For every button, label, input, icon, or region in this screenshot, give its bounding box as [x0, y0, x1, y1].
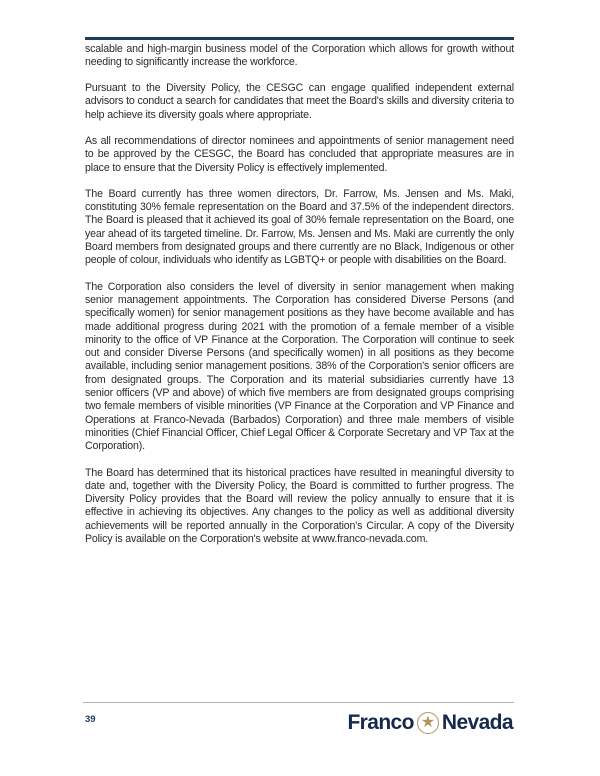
body-paragraph: scalable and high-margin business model of the Corporation which allows for growth without needing to significantly increase the workforce.	[85, 42, 514, 68]
body-paragraph: Pursuant to the Diversity Policy, the CESGC can engage qualified independent external advisors to conduct a search for candidates that meet the Board's skills and diversity criteria to help achieve its diversity goals where appropriate.	[85, 82, 514, 121]
logo-nevada-text: Nevada	[441, 711, 513, 734]
content-column	[85, 0, 514, 559]
logo-franco-text: Franco	[347, 711, 414, 734]
body-paragraph: As all recommendations of director nominees and appointments of senior management need to be approved by the CESGC, the Board has concluded that appropriate measures are in place to ensure that the Diversity Policy is effectively implemented.	[85, 134, 514, 174]
franco-nevada-logo	[347, 709, 513, 737]
body-text	[85, 40, 514, 547]
body-paragraph: The Board has determined that its historical practices have resulted in meaningful diversity to date and, together with the Diversity Policy, the Board is committed to further progress. The Diversity Policy provides that the Board will review the policy annually to ensure that it is effective in achieving its objectives. Any changes to the policy as well as additional diversity achievements will be reported annually in the Corporation's Circular. A copy of the Diversity Policy is available on the Corporation's website at www.franco-nevada.com.	[85, 466, 514, 545]
body-paragraph: The Corporation also considers the level of diversity in senior management when making senior management appointments. The Corporation has considered Diverse Persons (and specifically women) for senior management positions as they have become available and has made additional progress during 2021 with the promotion of a female member of a visible minority to the office of VP Finance at the Corporation. The Corporation will continue to seek out and consider Diverse Persons (and specifically women) in all positions as they become available, including senior management positions. 38% of the Corporation's senior officers are from designated groups. The Corporation and its material subsidiaries currently have 13 senior officers (VP and above) of which five members are from designated groups comprising two female members of visible minorities (VP Finance at the Corporation and VP Finance and Operations at Franco-Nevada (Barbados) Corporation) and three male members of visible minorities (Chief Financial Officer, Chief Legal Officer & Corporate Secretary and VP Tax at the Corporation).	[85, 280, 514, 453]
star-glyph: ★	[420, 713, 436, 731]
footer-rule-divider	[83, 702, 514, 703]
page-number: 39	[85, 714, 96, 725]
body-paragraph: The Board currently has three women directors, Dr. Farrow, Ms. Jensen and Ms. Maki, constituting 30% female representation on the Board and 37.5% of the independent directors. The Board is pleased that it achieved its goal of 30% female representation on the Board, one year ahead of its targeted timeline. Dr. Farrow, Ms. Jensen and Ms. Maki are currently the only Board members from designated groups and there currently are no Black, Indigenous or other people of colour, individuals who identify as LGBTQ+ or people with disabilities on the Board.	[85, 187, 514, 267]
star-icon	[417, 712, 439, 734]
